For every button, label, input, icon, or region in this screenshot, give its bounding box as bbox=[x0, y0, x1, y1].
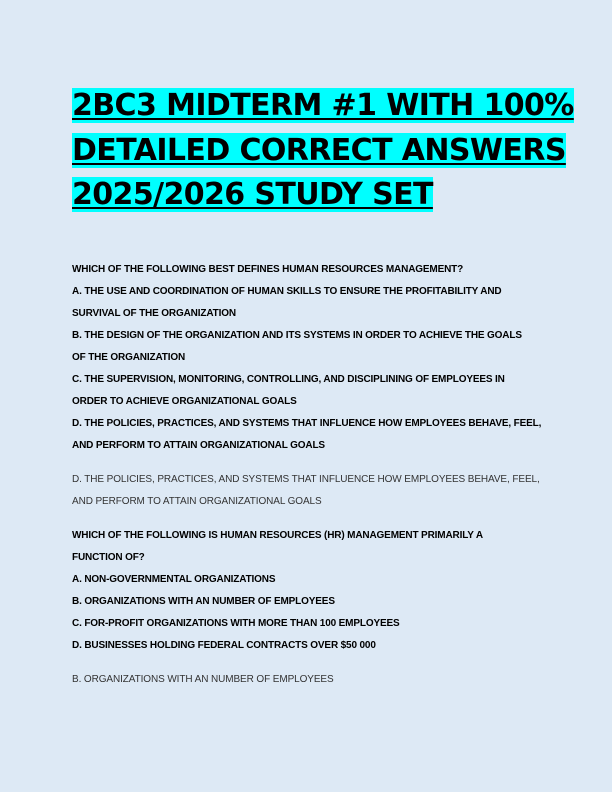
answer-text: D. THE POLICIES, PRACTICES, AND SYSTEMS THAT INFLUENCE HOW EMPLOYEES BEHAVE, FEEL, bbox=[72, 474, 540, 485]
option-text: C. THE SUPERVISION, MONITORING, CONTROLLING, AND DISCIPLINING OF EMPLOYEES IN bbox=[72, 374, 505, 385]
option-text: SURVIVAL OF THE ORGANIZATION bbox=[72, 308, 236, 319]
question-block bbox=[72, 525, 542, 657]
answer-text: AND PERFORM TO ATTAIN ORGANIZATIONAL GOALS bbox=[72, 496, 322, 507]
question-list bbox=[72, 259, 542, 703]
option-text: A. NON-GOVERNMENTAL ORGANIZATIONS bbox=[72, 574, 276, 585]
question-text: WHICH OF THE FOLLOWING IS HUMAN RESOURCES (HR) MANAGEMENT PRIMARILY A bbox=[72, 530, 483, 541]
title-line: 2BC3 MIDTERM #1 WITH 100% bbox=[72, 88, 574, 123]
question-text: FUNCTION OF? bbox=[72, 552, 145, 563]
option-text: A. THE USE AND COORDINATION OF HUMAN SKILLS TO ENSURE THE PROFITABILITY AND bbox=[72, 286, 502, 297]
answer-block bbox=[72, 669, 542, 691]
option-text: D. BUSINESSES HOLDING FEDERAL CONTRACTS OVER $50 000 bbox=[72, 640, 376, 651]
option-text: ORDER TO ACHIEVE ORGANIZATIONAL GOALS bbox=[72, 396, 297, 407]
option-text: OF THE ORGANIZATION bbox=[72, 352, 186, 363]
title-line: DETAILED CORRECT ANSWERS bbox=[72, 132, 566, 168]
document-title bbox=[72, 84, 574, 218]
option-text: D. THE POLICIES, PRACTICES, AND SYSTEMS THAT INFLUENCE HOW EMPLOYEES BEHAVE, FEEL, bbox=[72, 418, 542, 429]
answer-block bbox=[72, 469, 542, 513]
question-text: WHICH OF THE FOLLOWING BEST DEFINES HUMAN RESOURCES MANAGEMENT? bbox=[72, 264, 464, 275]
answer-text: B. ORGANIZATIONS WITH AN NUMBER OF EMPLOYEES bbox=[72, 674, 334, 685]
title-line: 2025/2026 STUDY SET bbox=[72, 177, 433, 212]
option-text: B. ORGANIZATIONS WITH AN NUMBER OF EMPLOYEES bbox=[72, 596, 335, 607]
option-text: C. FOR-PROFIT ORGANIZATIONS WITH MORE THAN 100 EMPLOYEES bbox=[72, 618, 400, 629]
option-text: B. THE DESIGN OF THE ORGANIZATION AND ITS SYSTEMS IN ORDER TO ACHIEVE THE GOALS bbox=[72, 330, 522, 341]
option-text: AND PERFORM TO ATTAIN ORGANIZATIONAL GOALS bbox=[72, 440, 325, 451]
question-block bbox=[72, 259, 542, 457]
